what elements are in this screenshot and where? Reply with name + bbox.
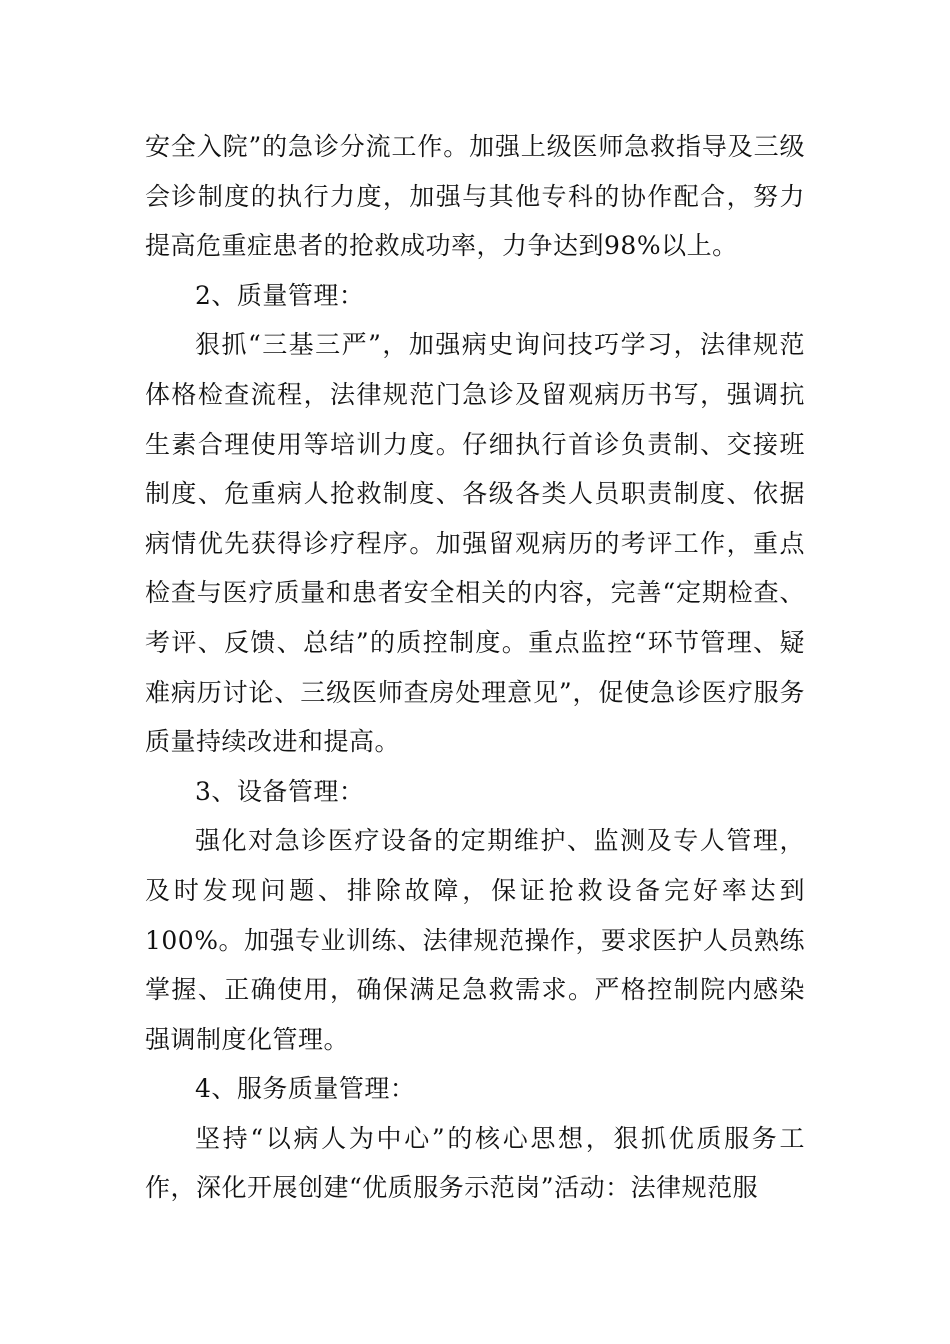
heading-quality-management: 2、质量管理： [195,280,365,310]
heading-equipment-management: 3、设备管理： [195,776,365,806]
document-body [145,122,805,1213]
heading-service-quality-management: 4、服务质量管理： [195,1074,416,1104]
paragraph-quality-management: 狠抓“三基三严”，加强病史询问技巧学习，法律规范体格检查流程，法律规范门急诊及留观病历书写，强调抗生素合理使用等培训力度。仔细执行首诊负责制、交接班制度、危重病人抢救制度、各级各类人员职责制度、依据病情优先获得诊疗程序。加强留观病历的考评工作，重点检查与医疗质量和患者安全相关的内容，完善“定期检查、考评、反馈、总结”的质控制度。重点监控“环节管理、疑难病历讨论、三级医师查房处理意见”，促使急诊医疗服务质量持续改进和提高。 [145,330,805,757]
paragraph-equipment-management: 强化对急诊医疗设备的定期维护、监测及专人管理，及时发现问题、排除故障，保证抢救设备完好率达到100%。加强专业训练、法律规范操作，要求医护人员熟练掌握、正确使用，确保满足急救需求。严格控制院内感染强调制度化管理。 [145,826,805,1054]
paragraph-service-quality-management: 坚持“以病人为中心”的核心思想，狠抓优质服务工作，深化开展创建“优质服务示范岗”活动：法律规范服 [145,1123,805,1203]
paragraph-emergency-triage: 安全入院”的急诊分流工作。加强上级医师急救指导及三级会诊制度的执行力度，加强与其他专科的协作配合，努力提高危重症患者的抢救成功率，力争达到98%以上。 [145,132,805,261]
